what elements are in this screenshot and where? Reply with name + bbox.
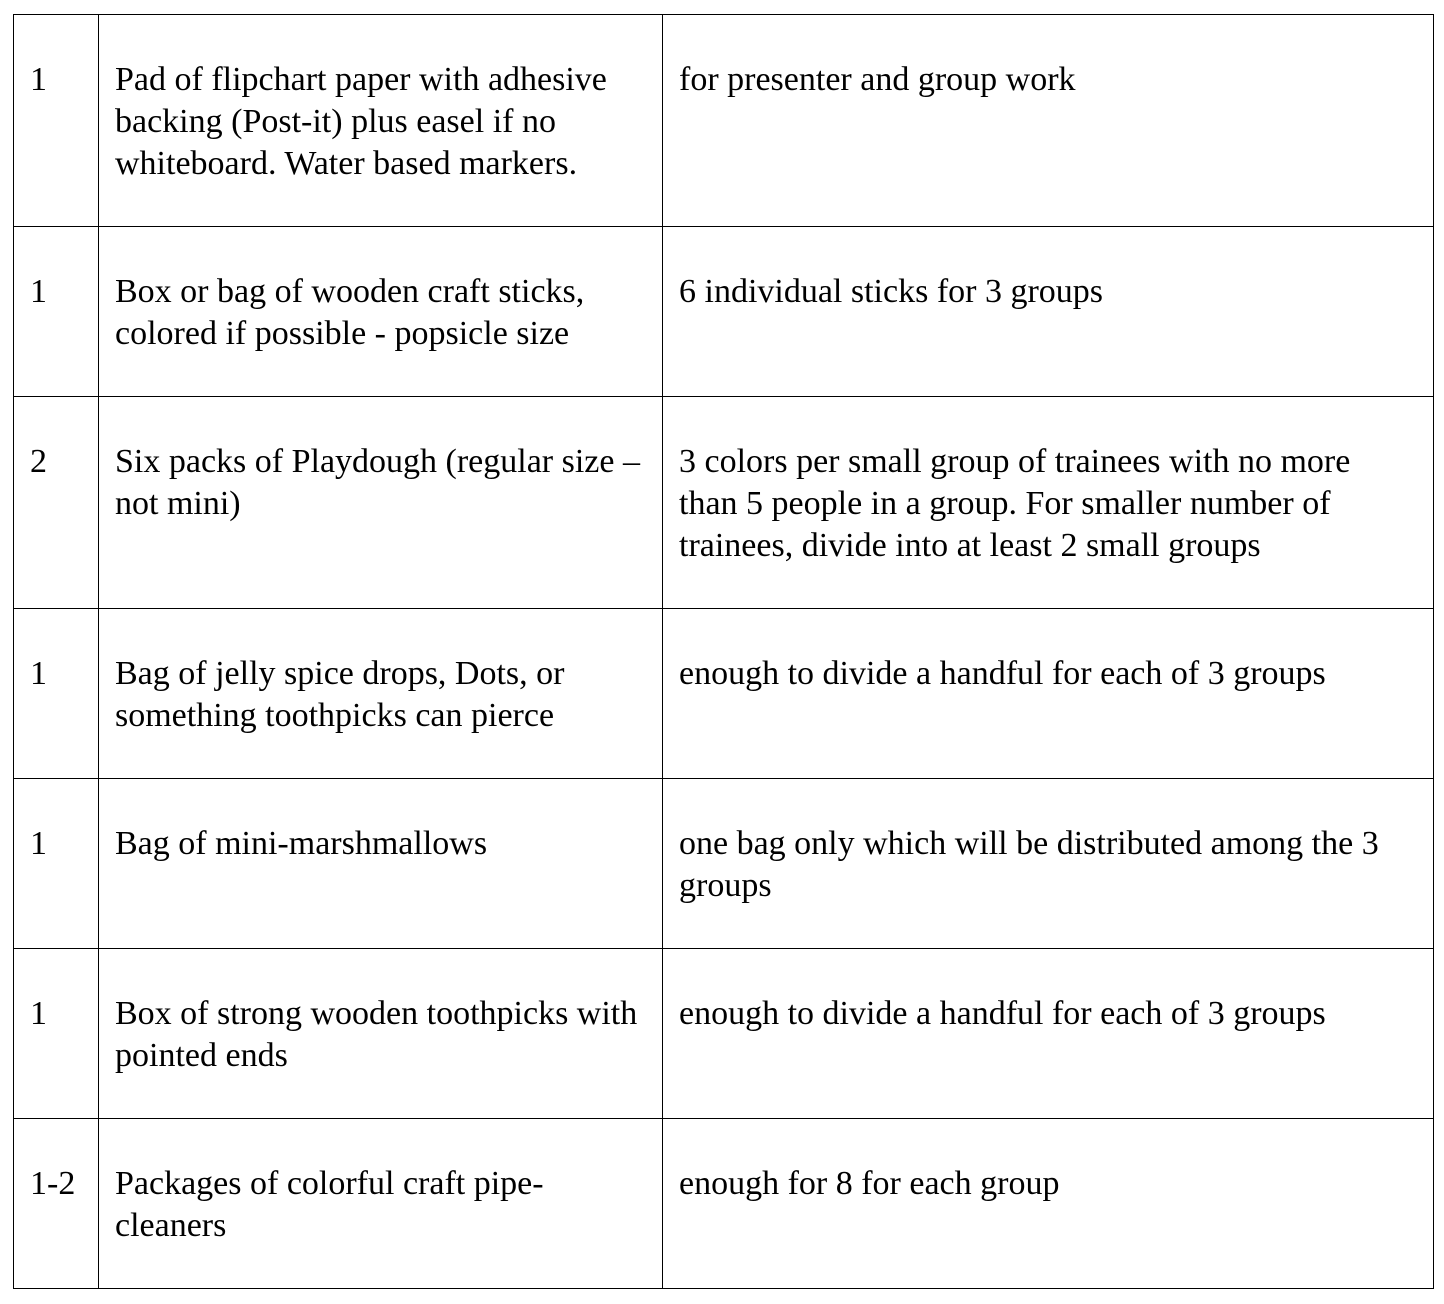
quantity-cell: 1 xyxy=(14,609,99,779)
note-cell: enough for 8 for each group xyxy=(663,1119,1434,1289)
item-cell: Six packs of Playdough (regular size – not mini) xyxy=(99,397,663,609)
table-row xyxy=(14,609,1434,779)
quantity-cell: 2 xyxy=(14,397,99,609)
item-cell: Packages of colorful craft pipe-cleaners xyxy=(99,1119,663,1289)
note-cell: enough to divide a handful for each of 3 groups xyxy=(663,609,1434,779)
note-cell: enough to divide a handful for each of 3 groups xyxy=(663,949,1434,1119)
table-row xyxy=(14,227,1434,397)
table-row xyxy=(14,15,1434,227)
item-cell: Bag of mini-marshmallows xyxy=(99,779,663,949)
table-row xyxy=(14,949,1434,1119)
quantity-cell: 1 xyxy=(14,779,99,949)
item-cell: Box or bag of wooden craft sticks, colored if possible - popsicle size xyxy=(99,227,663,397)
quantity-cell: 1 xyxy=(14,15,99,227)
note-cell: one bag only which will be distributed among the 3 groups xyxy=(663,779,1434,949)
table-row xyxy=(14,397,1434,609)
item-cell: Pad of flipchart paper with adhesive backing (Post-it) plus easel if no whiteboard. Water based markers. xyxy=(99,15,663,227)
note-cell: 3 colors per small group of trainees with no more than 5 people in a group. For smaller number of trainees, divide into at least 2 small groups xyxy=(663,397,1434,609)
quantity-cell: 1 xyxy=(14,949,99,1119)
table-row xyxy=(14,1119,1434,1289)
note-cell: for presenter and group work xyxy=(663,15,1434,227)
table-row xyxy=(14,779,1434,949)
item-cell: Box of strong wooden toothpicks with pointed ends xyxy=(99,949,663,1119)
note-cell: 6 individual sticks for 3 groups xyxy=(663,227,1434,397)
quantity-cell: 1 xyxy=(14,227,99,397)
supplies-table xyxy=(13,14,1434,1289)
item-cell: Bag of jelly spice drops, Dots, or something toothpicks can pierce xyxy=(99,609,663,779)
quantity-cell: 1-2 xyxy=(14,1119,99,1289)
